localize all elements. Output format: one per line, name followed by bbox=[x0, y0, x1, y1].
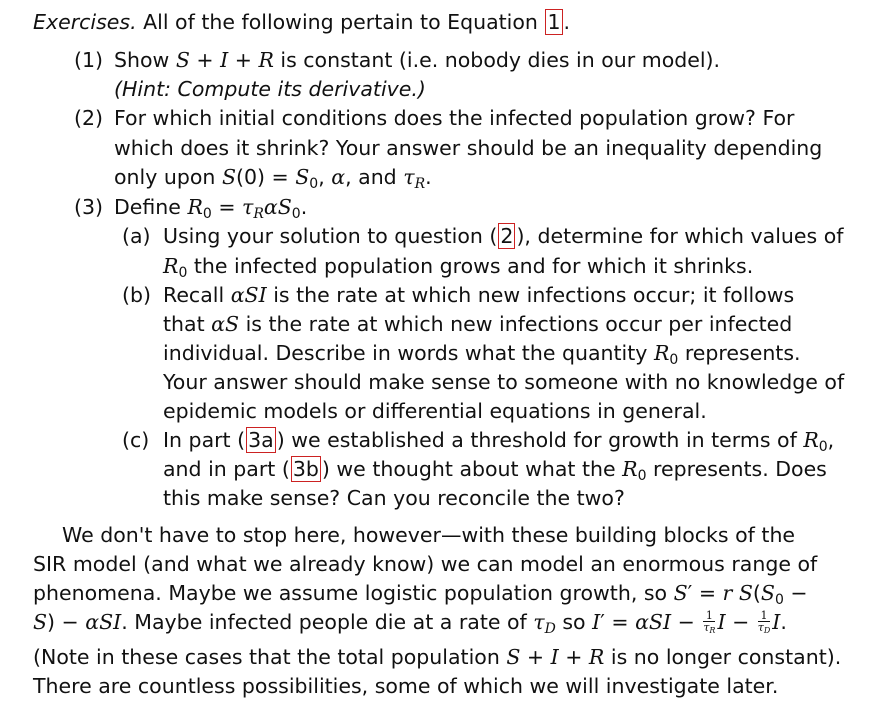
closing-line: (Note in these cases that the total population S + I + R is no longer constant). bbox=[33, 645, 842, 669]
item-number: (1) bbox=[74, 48, 104, 72]
hint-line: (Hint: Compute its derivative.) bbox=[114, 77, 426, 101]
subitem-number: (c) bbox=[122, 428, 150, 452]
closing-line: There are countless possibilities, some of which we will investigate later. bbox=[33, 674, 779, 698]
closing-line: SIR model (and what we already know) we can model an enormous range of bbox=[33, 552, 818, 576]
item-line: which does it shrink? Your answer should be an inequality depending bbox=[114, 136, 823, 160]
fraction-one-over-tau-r: $\frac{1}{\tau_R}$ bbox=[703, 609, 716, 635]
item-number: (2) bbox=[74, 106, 104, 130]
item-line: Define $R_0 = \tau_R\alpha S_0$. bbox=[114, 195, 308, 222]
subitem-line: epidemic models or differential equations in general. bbox=[163, 399, 707, 423]
subitem-number: (b) bbox=[122, 283, 152, 307]
question-ref-link[interactable]: 2 bbox=[500, 224, 514, 248]
part-ref-link-3a[interactable]: 3a bbox=[248, 428, 274, 452]
equation-ref-link[interactable]: 1 bbox=[547, 10, 561, 34]
part-ref-link-3b[interactable]: 3b bbox=[292, 457, 319, 481]
subitem-line: and in part ( 3b ) we thought about what the $R_0$ represents. Does bbox=[163, 457, 827, 484]
fraction-one-over-tau-d: $\frac{1}{\tau_D}$ bbox=[757, 609, 771, 635]
subitem-line: this make sense? Can you reconcile the two? bbox=[163, 486, 625, 510]
subitem-line: In part ( 3a ) we established a threshold for growth in terms of $R_0$, bbox=[163, 428, 835, 455]
item-line: Show S + I + R is constant (i.e. nobody dies in our model). bbox=[114, 48, 721, 72]
subitem-line: individual. Describe in words what the quantity $R_0$ represents. bbox=[163, 341, 801, 368]
subitem-line: Recall αSI is the rate at which new infections occur; it follows bbox=[163, 283, 795, 307]
item-line: For which initial conditions does the infected population grow? For bbox=[114, 106, 795, 130]
exercises-heading bbox=[33, 8, 570, 36]
subitem-line: Using your solution to question ( 2 ), determine for which values of bbox=[163, 224, 844, 248]
subitem-line: that αS is the rate at which new infections occur per infected bbox=[163, 312, 793, 336]
exercises-label: Exercises. bbox=[33, 10, 137, 34]
heading-text: All of the following pertain to Equation bbox=[143, 10, 538, 34]
item-number: (3) bbox=[74, 195, 104, 219]
heading-period: . bbox=[563, 10, 571, 34]
subitem-number: (a) bbox=[122, 224, 151, 248]
subitem-line: $R_0$ the infected population grows and for which it shrinks. bbox=[163, 254, 754, 281]
item-line: only upon $S(0) = S_0$, α, and $\tau_R$. bbox=[114, 165, 432, 192]
closing-line: phenomena. Maybe we assume logistic population growth, so S′ = r $S(S_0$ − bbox=[33, 581, 808, 608]
closing-line: We don't have to stop here, however—with these building blocks of the bbox=[62, 523, 796, 547]
subitem-line: Your answer should make sense to someone with no knowledge of bbox=[163, 370, 845, 394]
closing-line: S) − αSI. Maybe infected people die at a rate of $\tau_D$ so I′ = αSI − $\frac{1}{\tau_R}$ I − $\frac{1}{\tau_D}$ I. bbox=[33, 609, 787, 637]
